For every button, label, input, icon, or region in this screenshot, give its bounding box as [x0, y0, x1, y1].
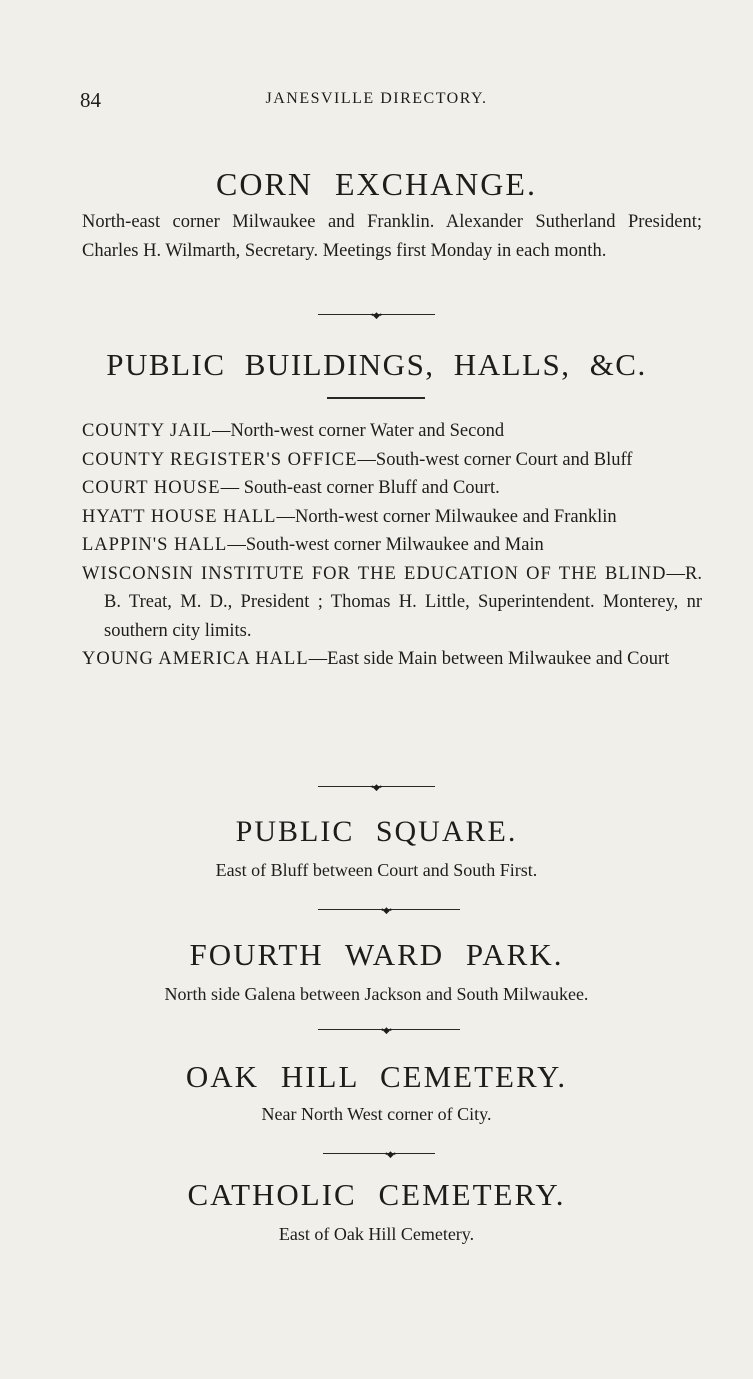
- page-number: 84: [80, 88, 101, 112]
- list-item: LAPPIN'S HALL—South-west corner Milwaukee and Main: [82, 535, 544, 555]
- list-item: WISCONSIN INSTITUTE FOR THE EDUCATION OF THE BLIND—R. B. Treat, M. D., President ; Thomas H. Little, Superintendent. Monterey, nr southern city limits.: [82, 563, 702, 641]
- section-divider: [0, 1148, 753, 1160]
- divider-ornament: •◆•: [384, 1149, 396, 1159]
- list-item: YOUNG AMERICA HALL—East side Main between Milwaukee and Court: [82, 649, 670, 669]
- catholic-cemetery-text: East of Oak Hill Cemetery.: [278, 1224, 475, 1244]
- list-item: COUNTY REGISTER'S OFFICE—South-west corner Court and Bluff: [82, 449, 633, 470]
- corn-exchange-text: North-east corner Milwaukee and Franklin. Alexander Sutherland President; Charles H. Wilmarth, Secretary. Meetings first Monday in each month.: [82, 212, 702, 261]
- running-title: JANESVILLE DIRECTORY.: [265, 90, 488, 107]
- corn-exchange-heading: CORN EXCHANGE.: [216, 166, 537, 202]
- divider-ornament: •◆•: [380, 1025, 392, 1035]
- oak-hill-cemetery-heading: OAK HILL CEMETERY.: [185, 1059, 568, 1094]
- divider-ornament: •◆•: [370, 782, 382, 792]
- public-square-text: East of Bluff between Court and South First.: [215, 860, 538, 880]
- list-item: COUNTY JAIL—North-west corner Water and Second: [82, 421, 505, 441]
- fourth-ward-park-text: North side Galena between Jackson and South Milwaukee.: [164, 984, 589, 1004]
- heading-rule: [327, 397, 425, 399]
- catholic-cemetery-heading: CATHOLIC CEMETERY.: [187, 1177, 566, 1212]
- public-square-heading: PUBLIC SQUARE.: [235, 815, 518, 848]
- section-divider: [0, 309, 753, 321]
- running-head: [0, 88, 753, 112]
- section-divider: [0, 781, 753, 793]
- oak-hill-cemetery-text: Near North West corner of City.: [261, 1104, 492, 1124]
- public-buildings-list: [82, 417, 702, 674]
- section-divider: [0, 1024, 753, 1036]
- section-divider: [0, 904, 753, 916]
- list-item: COURT HOUSE— South-east corner Bluff and Court.: [82, 478, 500, 498]
- divider-ornament: •◆•: [380, 905, 392, 915]
- list-item: HYATT HOUSE HALL—North-west corner Milwaukee and Franklin: [82, 506, 617, 527]
- fourth-ward-park-heading: FOURTH WARD PARK.: [189, 937, 564, 972]
- divider-ornament: •◆•: [370, 310, 382, 320]
- public-buildings-heading: PUBLIC BUILDINGS, HALLS, &C.: [106, 347, 647, 382]
